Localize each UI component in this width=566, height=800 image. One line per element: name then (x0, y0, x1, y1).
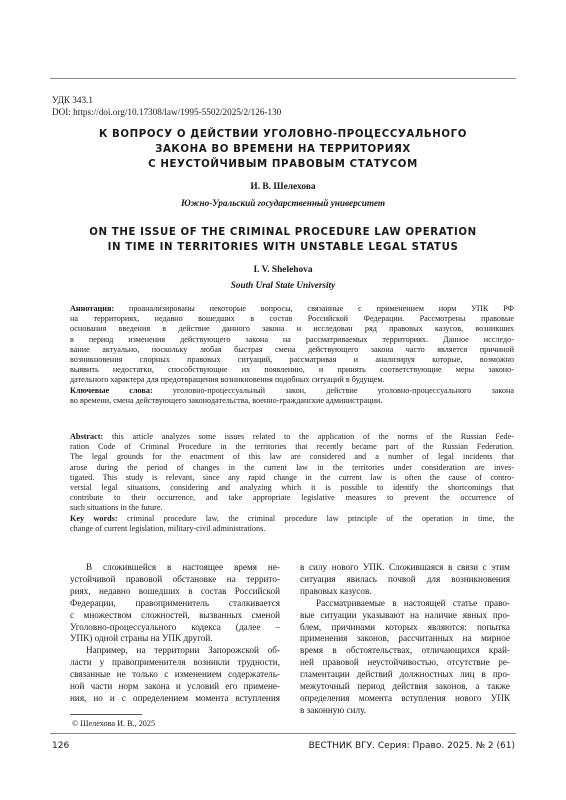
body-line: гламентации действий должностных лиц в про- (300, 669, 510, 680)
body-line: правовых казусов. (300, 585, 372, 596)
affiliation-english: South Ural State University (230, 280, 336, 290)
keywords-ru-label: Ключевые слова: (70, 385, 153, 395)
body-line: УПК) одной страны на УПК другой. (70, 633, 213, 644)
title-english (50, 225, 516, 255)
abstract-ru-line: основания введения в действие данного закона и исследован ряд правовых казусов, возникших (70, 324, 514, 334)
body-line: устойчивой правовой обстановке на террито- (70, 573, 280, 584)
keywords-ru-first: уголовно-процессуальный закон, действие уголовно-процессуального закона (152, 385, 514, 395)
body-line: ласти у правоприменителя возникли трудности, (70, 657, 280, 668)
abstract-ru-line (70, 304, 514, 314)
body-line: Федерации, правоприменитель сталкивается (70, 597, 280, 608)
body-line: Например, на территории Запорожской об- (86, 645, 280, 656)
title-en-line: ON THE ISSUE OF THE CRIMINAL PROCEDURE LAW OPERATION (89, 227, 477, 238)
body-line: применения законов, рассчитанных на мирное (300, 633, 510, 644)
body-line: ной части норм закона и условий его примене- (70, 681, 280, 692)
body-line: в силу нового УПК. Сложившаяся в связи с этим (300, 562, 510, 572)
affiliation-russian: Южно-Уральский государственный университет (181, 198, 385, 208)
body-line: ситуация явилась почвой для возникновения (300, 573, 510, 584)
abstract-en-line: tigated. This study is relevant, since any rapid change in the current law is often the cause of contro- (70, 472, 514, 482)
author-english: I. V. Shelehova (253, 265, 313, 275)
footer-divider (50, 733, 516, 734)
journal-running-footer: ВЕСТНИК ВГУ. Серия: Право. 2025. № 2 (61) (308, 741, 515, 751)
title-ru-line: К ВОПРОСУ О ДЕЙСТВИИ УГОЛОВНО-ПРОЦЕССУАЛЬНОГО (98, 129, 467, 140)
keywords-ru-line (70, 386, 514, 396)
abstract-en-line: arose during the period of changes in the current law in the territories under consideration are inves- (70, 462, 514, 472)
body-line: межуточный период действия законов, а также (300, 681, 510, 692)
body-line: В сложившейся в настоящее время не- (86, 562, 280, 572)
abstract-ru-first: проанализированы некоторые вопросы, связанные с применением норм УПК РФ (114, 304, 514, 313)
title-russian (60, 127, 506, 172)
body-line: блем, причинами которых являются: попытка (300, 621, 510, 632)
abstract-en-label: Abstract: (70, 432, 104, 441)
title-ru-line: ЗАКОНА ВО ВРЕМЕНИ НА ТЕРРИТОРИЯХ (155, 144, 411, 155)
keywords-ru-line: во времени, смена действующего законодательства, военно-гражданские администрации. (70, 395, 383, 405)
abstract-ru-line: в период изменения действующего закона на рассматриваемых территориях. Данное исследо- (70, 334, 514, 344)
body-line: риях, недавно вошедших в состав Российской (70, 585, 280, 596)
header-divider (50, 78, 516, 79)
abstract-en-line (70, 432, 514, 442)
article-meta (52, 94, 512, 118)
footnote-divider (70, 714, 142, 715)
body-line: в законную силу. (300, 704, 367, 715)
abstract-en-line: versial legal situations, considering and analyzing which it is possible to identify the shortcomings that (70, 483, 514, 493)
abstract-ru-line: на территориях, недавно вошедших в состав Российской Федерации. Рассмотрены правовые (70, 314, 514, 324)
keywords-en-line: change of current legislation, military-civil administrations. (70, 523, 266, 533)
abstract-en-line: such situations in the future. (70, 503, 163, 513)
abstract-ru-line: вание актуально, поскольку любая быстрая смена действующего закона часто является причиной (70, 344, 514, 354)
abstract-english (70, 432, 514, 534)
body-line: вые ситуации указывают на наличие явных про- (300, 609, 510, 620)
abstract-en-line: ration Code of Criminal Procedure in the territories that recently became part of the Russian Federation. (70, 442, 514, 452)
body-line: Рассматриваемые в настоящей статье право- (316, 597, 510, 608)
body-line: время в обстоятельствах, отличающихся край- (300, 645, 510, 656)
abstract-en-line: contribute to their occurrence, and take appropriate legislative measures to prevent the occurrence of (70, 493, 514, 503)
abstract-ru-line: возникновения спорных правовых ситуаций, рассматривая и анализируя которые, возможно (70, 355, 514, 365)
abstract-ru-label: Аннотация: (70, 304, 115, 313)
copyright-footnote: © Шелехова И. В., 2025 (72, 719, 156, 728)
title-en-line: IN TIME IN TERRITORIES WITH UNSTABLE LEGAL STATUS (107, 242, 459, 253)
page-number: 126 (52, 741, 70, 751)
keywords-en-label: Key words: (70, 513, 118, 523)
title-ru-line: С НЕУСТОЙЧИВЫМ ПРАВОВЫМ СТАТУСОМ (148, 159, 418, 170)
body-line: ней правовой неустойчивостью, отсутствие ре- (300, 657, 510, 668)
body-line: ния, но и с определением момента вступления (70, 692, 280, 703)
abstract-en-line: The legal grounds for the enactment of this law are considered and a number of legal incidents that (70, 452, 514, 462)
body-column-right (300, 562, 510, 717)
author-russian: И. В. Шелехова (250, 182, 316, 192)
body-line: Уголовно-процессуального кодекса (далее – (70, 621, 280, 632)
abstract-ru-line: дательного характера для предотвращения возникновения подобных ситуаций в будущем. (70, 375, 385, 385)
abstract-en-first: this article analyzes some issues related to the application of the norms of the Russian Fede- (103, 432, 514, 441)
abstract-russian (70, 304, 514, 406)
body-line: с множеством сложностей, вызванных сменой (70, 609, 280, 620)
doi-link[interactable]: DOI: https://doi.org/10.17308/law/1995-5502/2025/2/126-130 (52, 107, 282, 117)
keywords-en-line (70, 514, 514, 524)
abstract-ru-line: выявить недостатки, способствующие их появлению, и принять соответствующие меры законо- (70, 365, 514, 375)
keywords-en-first: criminal procedure law, the criminal procedure law principle of the operation in time, the (117, 513, 514, 523)
body-column-left (70, 562, 280, 705)
body-line: определения момента вступления нового УПК (300, 692, 510, 703)
body-line: связанные не только с изменением содержатель- (70, 669, 280, 680)
udk-code: УДК 343.1 (52, 95, 93, 105)
